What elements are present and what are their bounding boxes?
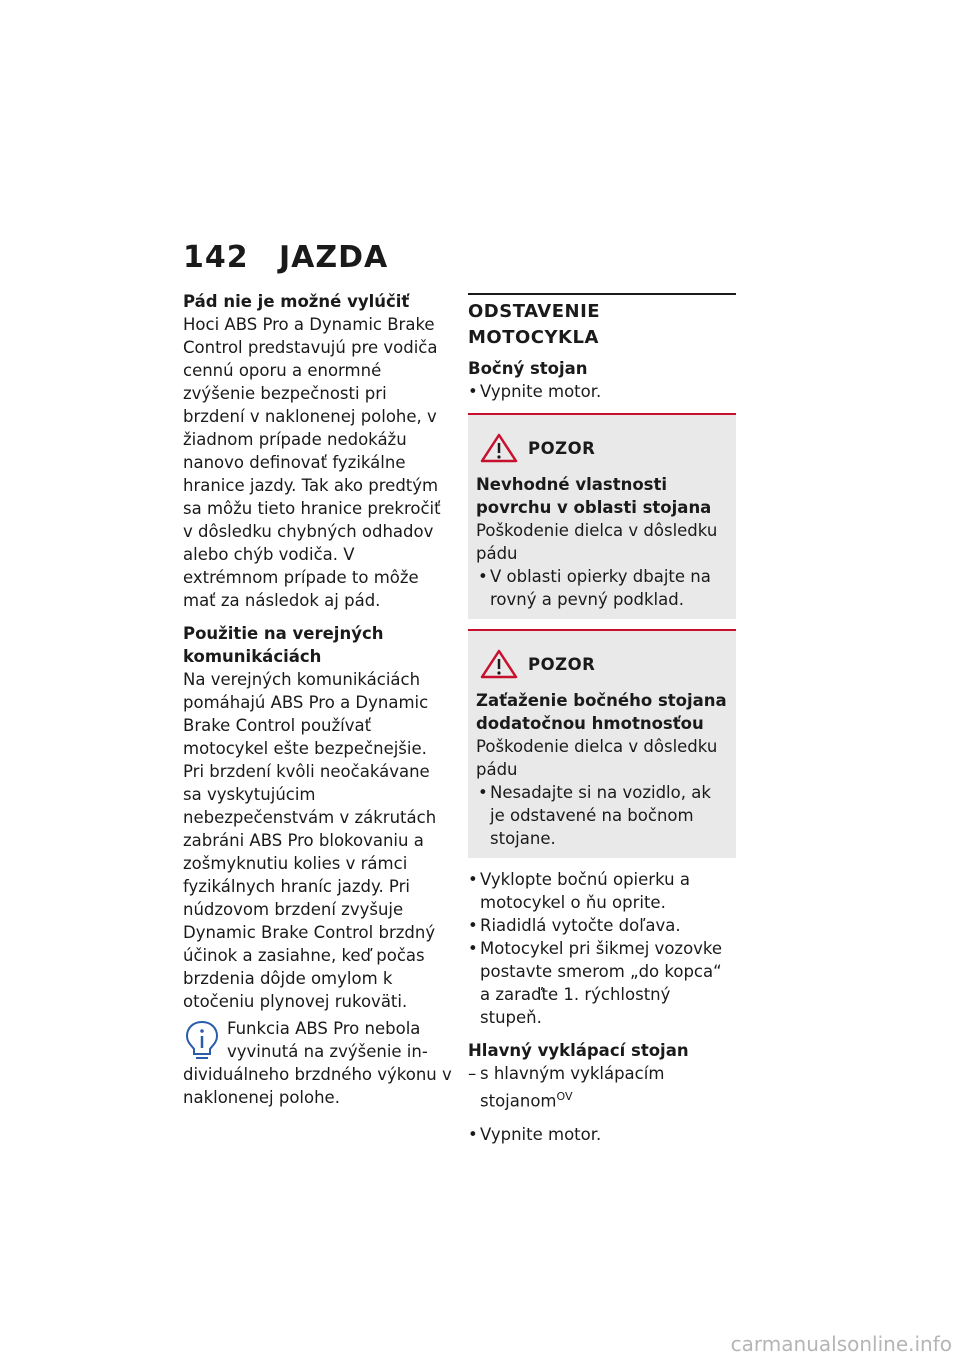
info-lightbulb-icon <box>183 1019 221 1063</box>
warning-triangle-icon <box>480 433 518 463</box>
public-roads-paragraph: Na verejných komunikáciách pomáhajú ABS Pro a Dynamic Brake Control používať motocykel ešte bezpečnejšie. Pri brzdení kvôli neočakávane sa vyskytujúcim nebezpečenstvám v zákrutách zabráni ABS Pro blokovaniu a zošmyknutiu kolies v rámci fyzikálnych hraníc jazdy. Pri núdzovom brzdení zvyšuje Dynamic Brake Control brzdný účinok a zasiahne, keď počas brzdenia dôjde omylom k otočeniu plynovej rukoväti. <box>183 670 437 1011</box>
warning-text: Poškodenie dielca v dôsledku pádu <box>476 737 718 779</box>
step-item: • Riadidlá vytočte doľava. <box>468 914 736 937</box>
step-item: • Vyklopte bočnú opierku a motocykel o ňu oprite. <box>468 868 736 914</box>
chapter-title: JAZDA <box>279 240 389 275</box>
option-marker: OV <box>556 1090 573 1103</box>
step-item: • Vypnite motor. <box>468 380 736 403</box>
info-text-rest: dividuálneho brzdného výkonu v naklonenej polohe. <box>183 1065 452 1107</box>
page-number: 142 <box>183 240 249 275</box>
warning-title: POZOR <box>528 654 596 674</box>
warning-bullet: • V oblasti opierky dbajte na rovný a pevný podklad. <box>476 565 728 611</box>
warning-triangle-icon <box>480 649 518 679</box>
main-stand-heading: Hlavný vyklápací stojan <box>468 1041 689 1060</box>
warning-text: Poškodenie dielca v dôsledku pádu <box>476 521 718 563</box>
public-roads-heading: Použitie na verejných komunikáciách <box>183 624 384 666</box>
page-header <box>183 240 388 275</box>
warning-bullet: • Nesadajte si na vozidlo, ak je odstavené na bočnom stojane. <box>476 781 728 850</box>
left-column <box>183 290 453 1109</box>
warning-box <box>468 413 736 619</box>
crash-paragraph: Hoci ABS Pro a Dynamic Brake Control predstavujú pre vodiča cennú oporu a enormné zvýšenie bezpečnosti pri brzdení v naklonenej polohe, v žiadnom prípade nedokážu nanovo definovať fyzikálne hranice jazdy. Tak ako predtým sa môžu tieto hranice prekročiť v dôsledku chybných odhadov alebo chýb vodiča. V extrémnom prípade to môže mať za následok aj pád. <box>183 315 441 610</box>
warning-heading: Nevhodné vlastnosti povrchu v oblasti stojana <box>476 475 712 517</box>
warning-box <box>468 629 736 858</box>
side-stand-heading: Bočný stojan <box>468 359 588 378</box>
section-title: ODSTAVENIE MOTOCYKLA <box>468 293 736 351</box>
watermark: carmanualsonline.info <box>730 1332 952 1356</box>
info-text-first: Funkcia ABS Pro nebola vyvinutá na zvýšenie in- <box>227 1019 428 1061</box>
right-column <box>468 293 736 1146</box>
condition-item <box>468 1062 736 1113</box>
warning-title: POZOR <box>528 438 596 458</box>
step-item: • Motocykel pri šikmej vozovke postavte smerom „do kopca“ a zaraďte 1. rýchlostný stupeň. <box>468 937 736 1029</box>
info-note <box>183 1017 453 1109</box>
crash-heading: Pád nie je možné vylúčiť <box>183 292 410 311</box>
step-item: • Vypnite motor. <box>468 1123 736 1146</box>
warning-heading: Zaťaženie bočného stojana dodatočnou hmotnosťou <box>476 691 727 733</box>
condition-text: s hlavným vyklápacím stojanom <box>480 1064 665 1111</box>
